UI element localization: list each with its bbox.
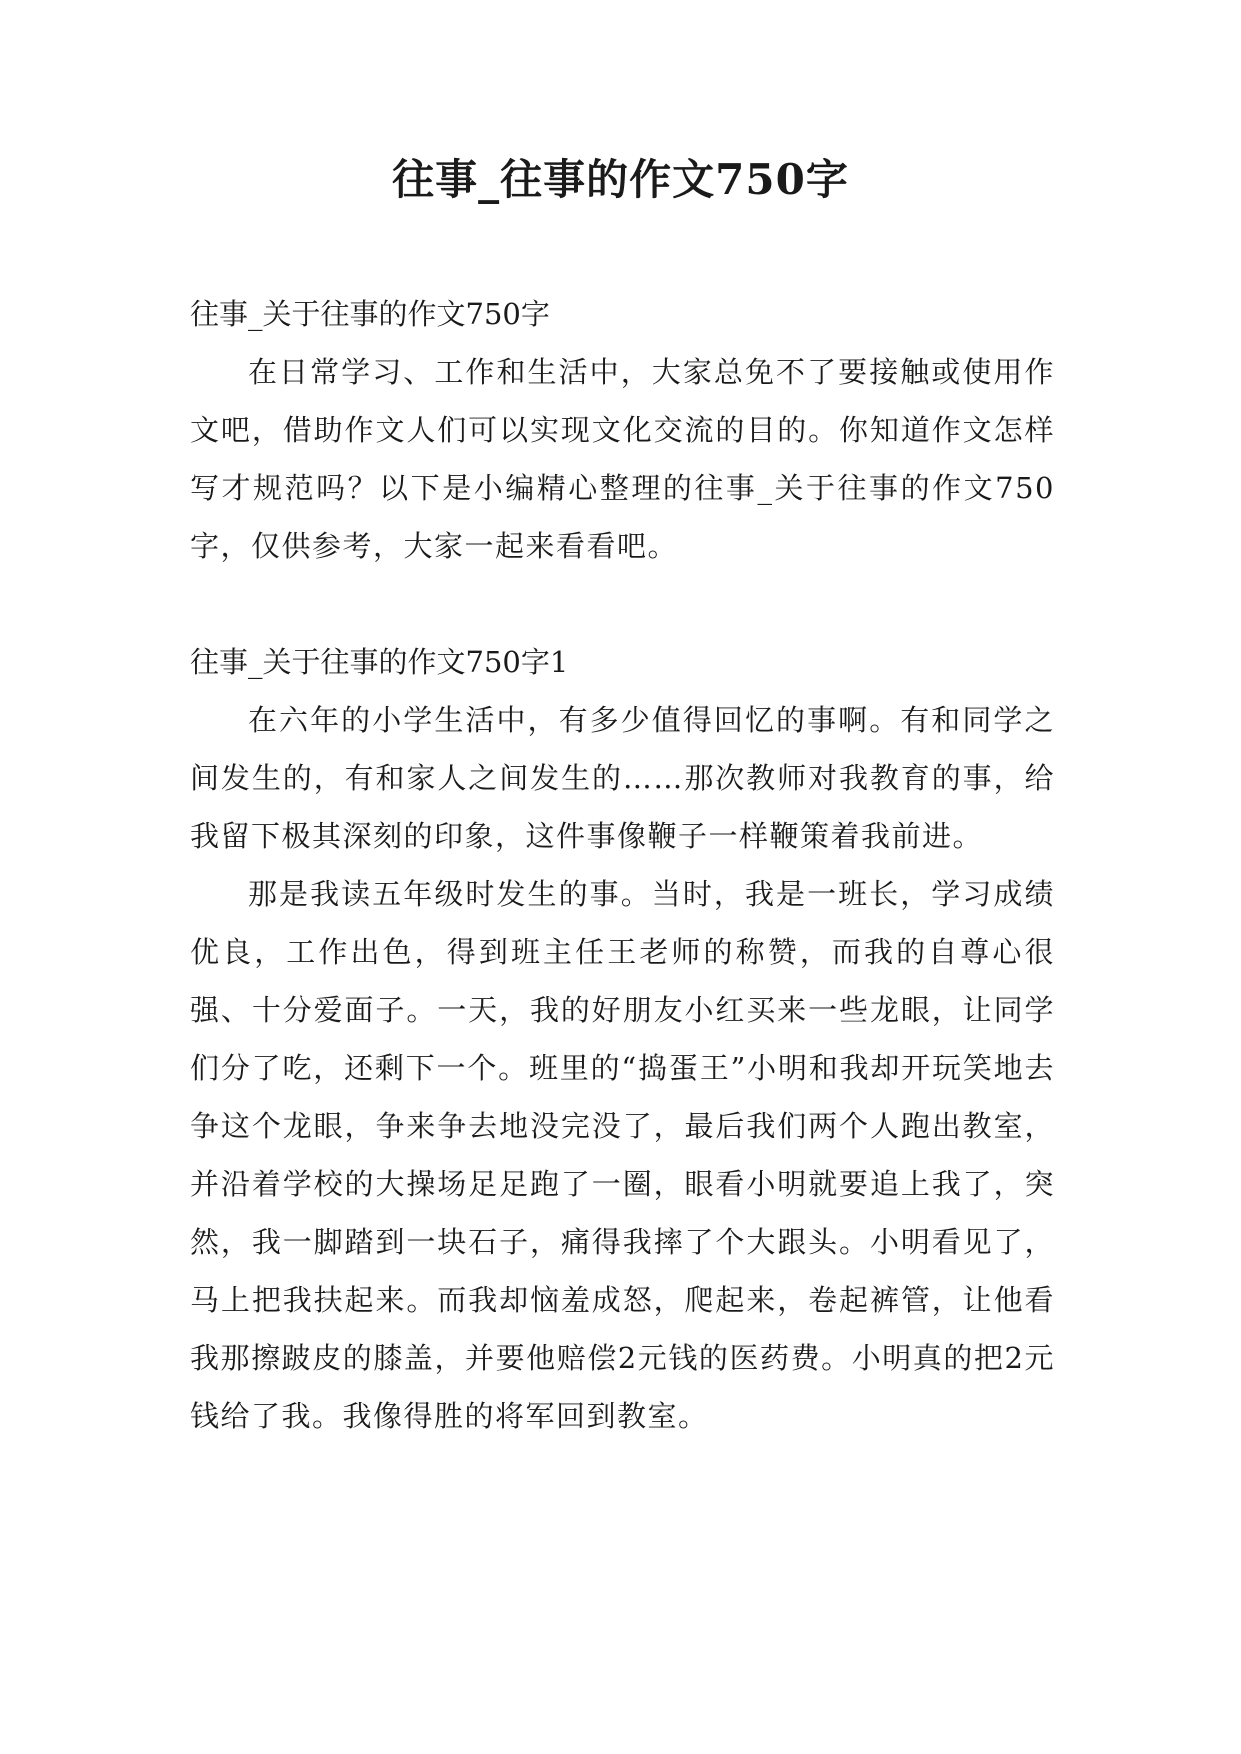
essay-paragraph-2: 那是我读五年级时发生的事。当时，我是一班长，学习成绩优良，工作出色，得到班主任王老师的称赞，而我的自尊心很强、十分爱面子。一天，我的好朋友小红买来一些龙眼，让同学们分了吃，还剩下一个。班里的“捣蛋王”小明和我却开玩笑地去争这个龙眼，争来争去地没完没了，最后我们两个人跑出教室，并沿着学校的大操场足足跑了一圈，眼看小明就要追上我了，突然，我一脚踏到一块石子，痛得我摔了个大跟头。小明看见了，马上把我扶起来。而我却恼羞成怒，爬起来，卷起裤管，让他看我那擦跛皮的膝盖，并要他赔偿2元钱的医药费。小明真的把2元钱给了我。我像得胜的将军回到教室。 [190,877,1055,1433]
page-title: 往事_往事的作文750字 [392,155,849,204]
essay-heading: 往事_关于往事的作文750字1 [190,645,569,679]
essay-paragraph-1: 在六年的小学生活中，有多少值得回忆的事啊。有和同学之间发生的，有和家人之间发生的……那次教师对我教育的事，给我留下极其深刻的印象，这件事像鞭子一样鞭策着我前进。 [190,703,1055,853]
document-body [190,285,1055,1445]
section-gap [190,575,1055,633]
intro-heading: 往事_关于往事的作文750字 [190,297,550,331]
intro-paragraph: 在日常学习、工作和生活中，大家总免不了要接触或使用作文吧，借助作文人们可以实现文化交流的目的。你知道作文怎样写才规范吗？以下是小编精心整理的往事_关于往事的作文750字，仅供参考，大家一起来看看吧。 [190,355,1055,563]
